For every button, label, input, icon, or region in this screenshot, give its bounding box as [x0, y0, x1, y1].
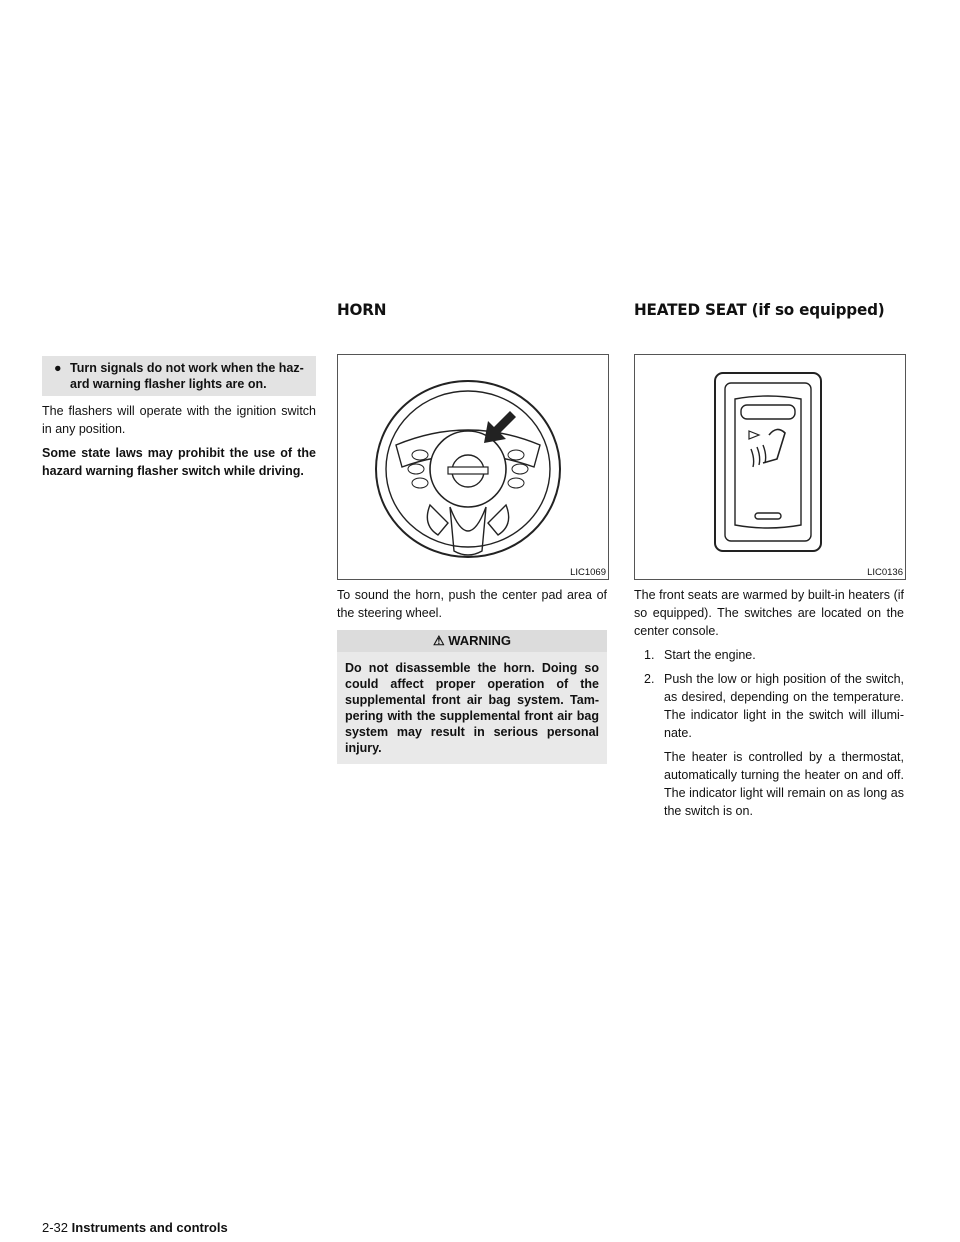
bullet-note	[42, 356, 316, 396]
paragraph-horn: To sound the horn, push the center pad area of the steering wheel.	[337, 588, 607, 620]
step-2-extra: The heater is controlled by a thermostat, automatically turning the heater on and off. The indicator light will remain on as long as the switch is on.	[664, 750, 904, 818]
heated-seat-switch-illustration	[635, 355, 905, 579]
section-name: Instruments and controls	[71, 1220, 228, 1235]
figure-label-lic1069: LIC1069	[570, 567, 606, 578]
list-item: 1. Start the engine.	[644, 648, 756, 662]
bullet-icon: ●	[54, 361, 62, 375]
warning-header	[337, 630, 607, 652]
list-item: 2. Push the low or high position of the switch, as desired, depending on the temperature. The indicator light in the switch will illumi-nate. The heater is controlled by a thermostat, automatically turning the heater on and off. The indicator light will remain on as long as the switch is on.	[644, 672, 904, 818]
figure-heated-seat-switch	[634, 354, 906, 580]
warning-icon: ⚠	[432, 633, 445, 648]
middle-column	[337, 586, 607, 764]
paragraph-heated-seat: The front seats are warmed by built-in heaters (if so equipped). The switches are located on the center console.	[634, 588, 904, 638]
paragraph-flashers: The flashers will operate with the ignition switch in any position.	[42, 404, 316, 436]
steering-wheel-illustration	[338, 355, 608, 579]
left-column	[42, 356, 316, 486]
figure-label-lic0136: LIC0136	[867, 567, 903, 578]
heading-heated-seat: HEATED SEAT (if so equipped)	[634, 300, 885, 319]
warning-body: Do not disassemble the horn. Doing so could affect proper operation of the supplemental front air bag system. Tam-pering with the supplemental front air bag system may result in serious personal injury.	[337, 652, 607, 764]
steps-list	[634, 646, 904, 820]
figure-steering-wheel	[337, 354, 609, 580]
page-footer	[42, 1220, 228, 1235]
heading-horn: HORN	[337, 300, 387, 319]
page-number: 2-32	[42, 1220, 69, 1235]
bullet-text: Turn signals do not work when the haz-ard warning flasher lights are on.	[70, 361, 304, 391]
right-column	[634, 586, 904, 826]
paragraph-state-laws: Some state laws may prohibit the use of the hazard warning flasher switch while driving.	[42, 446, 316, 478]
warning-title: WARNING	[448, 633, 512, 648]
